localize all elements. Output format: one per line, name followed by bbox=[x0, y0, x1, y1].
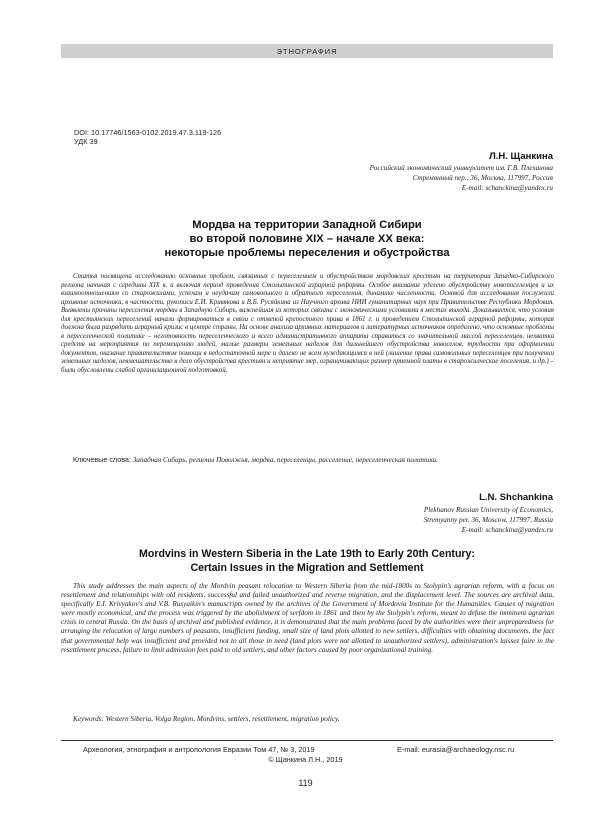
keywords-en: Keywords: Western Siberia, Volga Region, Mordvins, settlers, resettlement, migration policy. bbox=[73, 715, 340, 723]
keywords-ru bbox=[61, 455, 554, 464]
affiliation-ru-line: Стремянный пер., 36, Москва, 117997, Россия bbox=[412, 174, 553, 182]
email-en[interactable]: E-mail: schanckina@yandex.ru bbox=[461, 526, 553, 534]
title-en bbox=[61, 547, 553, 575]
keywords-ru-text: Западная Сибирь, регионы Поволжья, мордва, переселенцы, расселение, переселенческая политика. bbox=[132, 456, 438, 464]
title-ru-line: во второй половине XIX – начале XX века: bbox=[189, 233, 425, 246]
author-ru: Л.Н. Щанкина bbox=[489, 151, 553, 162]
footer-email[interactable]: E-mail: eurasia@archaeology.nsc.ru bbox=[397, 745, 515, 754]
abstract-en: This study addresses the main aspects of the Mordvin peasant relocation to Western Siberia from the mid-1800s to Stolypin's agrarian reform, with a focus on resettlement and relationships with old residents, successful and failed unauthorized and reverse migration, and the displacement level. The sources are archival data, specifically E.I. Krivyakov's and V.B. Rusyaikin's manuscripts owned by the archives of the Government of Mordovia Institute for the Humanities. Causes of migration were mostly economical, and the process was triggered by the abolishment of serfdom in 1861 and then by the Stolypin's reform, meant to defuse the imminent agrarian crisis in central Russia. On the basis of archival and published evidence, it is demonstrated that the main problems faced by the authorities were their unpreparedness for arranging the relocation of large numbers of peasants, insufficient funding, small size of land plots allotted to new settlers, difficulties with obtaining documents, the fact that governmental help was insufficient and provided not to all those in need (land plots were not allotted to unauthorized settlers), administration's laissez faire in the resettlement process, failure to limit admission fees paid to old settlers, and other factors caused by poor organizational training. bbox=[61, 582, 554, 654]
footer-copyright: © Щанкина Л.Н., 2019 bbox=[268, 755, 343, 764]
title-ru-line: Мордва на территории Западной Сибири bbox=[192, 219, 422, 231]
doi[interactable]: DOI: 10.17746/1563-0102.2019.47.3.119-126 bbox=[74, 128, 222, 137]
title-ru-line: некоторые проблемы переселения и обустройства bbox=[164, 247, 450, 260]
email-ru[interactable]: E-mail: schanckina@yandex.ru bbox=[461, 184, 553, 192]
udc: УДК 39 bbox=[74, 137, 98, 146]
title-en-line: Mordvins in Western Siberia in the Late 19th to Early 20th Century: bbox=[139, 548, 475, 560]
affiliation-ru-line: Российский экономический университет им. Г.В. Плеханова bbox=[369, 164, 553, 172]
abstract-ru: Статья посвящена исследованию основных проблем, связанных с переселением и обустройством мордовских крестьян на территории Западно-Сибирского региона начиная с середины XIX в. и включая период проведения Столыпинской аграрной реформы. Особое внимание уделено обустройству новопоселенцев и их взаимоотношениям со старожилами, успехам и неудачам самовольного и обратного переселения, динамике численности. Основой для исследования послужили архивные источники, в частности, рукописи Е.И. Кривякова и В.Б. Русяйкина из Научного архива НИИ гуманитарных наук при Правительстве Республики Мордовия. Выявлены причины переселения мордвы в Западную Сибирь, важнейшая из которых связана с экономическими условиями в местах выхода. Доказывается, что условия для крестьянских переселений начали формироваться в связи с отменой крепостного права в 1861 г. и проведением Столыпинской аграрной реформы, которая должна была разрядить аграрный кризис в центре страны. На основе анализа архивных материалов и литературных источников определено, что основные проблемы в переселенческой политике – неготовность переселенческого и всего административного аппарата справиться со значительной массой переселенцев, нехватка средств на мероприятия по перемещению людей, малые размеры земельных наделов для дальнейшего обустройства новоселов, трудности при оформлении документов, оказание правительством помощи в недостаточной мере и далеко не всем нуждающимся в ней (лишение права самовольных переселенцев при получении земельных наделов, невмешательство в дело обустройства крестьян и неприятие мер, ограничивающих размер приемной платы в старожилческие поселения, и др.) – были обусловлены слабой организационной подготовкой. bbox=[61, 273, 554, 375]
footer-journal: Археология, этнография и антропология Евразии Том 47, № 3, 2019 bbox=[83, 745, 315, 754]
footer-divider bbox=[61, 740, 553, 741]
section-title: ЭТНОГРАФИЯ bbox=[276, 46, 338, 56]
author-en: L.N. Shchankina bbox=[479, 492, 553, 503]
title-ru bbox=[61, 218, 553, 261]
affiliation-en-line: Plekhanov Russian University of Economics, bbox=[423, 506, 553, 514]
affiliation-en-line: Stremyanny per. 36, Moscow, 117997, Russia bbox=[423, 516, 553, 524]
keywords-ru-label: Ключевые слова: bbox=[73, 455, 131, 464]
page-number: 119 bbox=[298, 778, 313, 788]
section-header-bar bbox=[61, 44, 553, 58]
title-en-line: Certain Issues in the Migration and Settlement bbox=[190, 562, 424, 574]
